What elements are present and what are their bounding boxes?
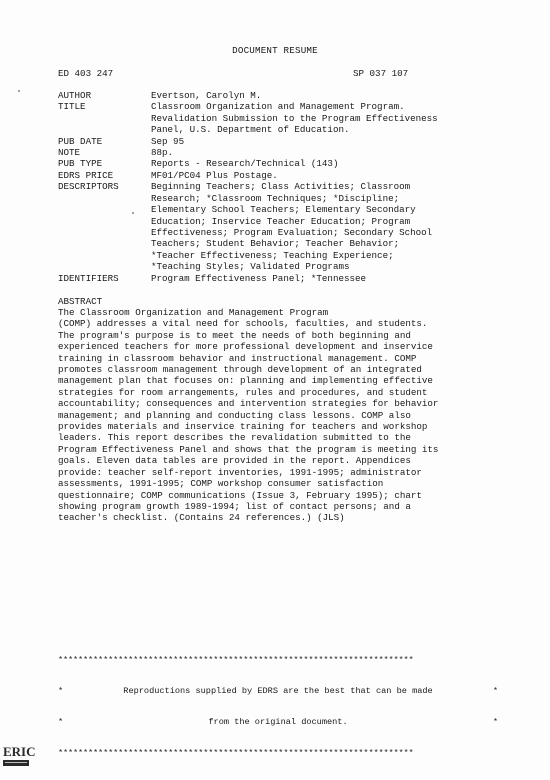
field-label: PUB TYPE xyxy=(58,158,103,170)
eric-logo-text: ERIC xyxy=(3,744,36,759)
notice-side-star: * xyxy=(58,686,64,697)
eric-logo-icon xyxy=(2,740,36,770)
field-pub-type xyxy=(58,158,508,169)
field-value: Program Effectiveness Panel; *Tennessee xyxy=(151,272,367,284)
notice-side-star: * xyxy=(58,717,64,728)
indexing-fields xyxy=(58,170,508,284)
field-label: AUTHOR xyxy=(58,90,92,101)
eric-logo xyxy=(2,740,36,770)
ed-number: ED 403 247 xyxy=(58,68,114,79)
field-label: TITLE xyxy=(58,101,86,113)
notice-side-star: * xyxy=(492,717,498,728)
notice-line-2 xyxy=(58,717,498,727)
field-identifiers xyxy=(58,273,508,284)
document-title: DOCUMENT RESUME xyxy=(232,45,318,56)
field-label: NOTE xyxy=(58,147,81,159)
notice-text-1: Reproductions supplied by EDRS are the best that can be made xyxy=(123,686,433,697)
star-border-top: *********************************************************************** xyxy=(58,654,414,665)
field-author xyxy=(58,90,508,101)
star-border-bottom: *********************************************************************** xyxy=(58,748,414,759)
field-edrs-price xyxy=(58,170,508,181)
scan-speck xyxy=(132,212,134,214)
field-label: PUB DATE xyxy=(58,135,103,147)
notice-text-2: from the original document. xyxy=(208,717,348,728)
field-value: Classroom Organization and Management Program. Revalidation Submission to the Program Effectiveness Panel, U.S. Department of Education. xyxy=(151,101,438,136)
field-label: IDENTIFIERS xyxy=(58,272,119,284)
field-value: 88p. xyxy=(151,147,174,159)
field-label: EDRS PRICE xyxy=(58,170,114,181)
field-note xyxy=(58,147,508,158)
field-value: MF01/PC04 Plus Postage. xyxy=(151,170,278,181)
abstract-heading: ABSTRACT xyxy=(58,296,103,307)
field-title xyxy=(58,101,508,135)
field-value: Sep 95 xyxy=(151,135,185,147)
bibliographic-fields xyxy=(58,90,508,170)
field-value: Reports - Research/Technical (143) xyxy=(151,158,339,170)
reproduction-notice xyxy=(58,634,498,780)
notice-line-1 xyxy=(58,686,498,696)
field-value: Evertson, Carolyn M. xyxy=(151,90,262,101)
field-descriptors xyxy=(58,181,508,272)
field-value: Beginning Teachers; Class Activities; Classroom Research; *Classroom Techniques; *Discipline; Elementary School Teachers; Elementary Secondary Education; Inservice Teacher Education; Program Effectiveness; Program Evaluation; Secondary School Teachers; Student Behavior; Teacher Behavior; *Teacher Effectiveness; Teaching Experience; *Teaching Styles; Validated Programs xyxy=(151,181,433,273)
field-label: DESCRIPTORS xyxy=(58,181,119,193)
scan-speck xyxy=(18,90,20,92)
field-pub-date xyxy=(58,136,508,147)
notice-side-star: * xyxy=(492,686,498,697)
sp-number: SP 037 107 xyxy=(353,68,409,79)
abstract-text: The Classroom Organization and Management Program (COMP) addresses a vital need for schools, faculties, and students. The program's purpose is to meet the needs of both beginning and experienced teachers for more professional development and inservice training in classroom behavior and instructional management. COMP promotes classroom management through development of an integrated management plan that focuses on: planning and implementing effective strategies for room arrangements, rules and procedures, and student accountability; consequences and intervention strategies for behavior management; and planning and conducting class lessons. COMP also provides materials and inservice training for teachers and workshop leaders. This report describes the revalidation submitted to the Program Effectiveness Panel and shows that the program is meeting its goals. Eleven data tables are provided in the report. Appendices provide: teacher self-report inventories, 1991-1995; administrator assessments, 1991-1995; COMP workshop consumer satisfaction questionnaire; COMP communications (Issue 3, February 1995); chart showing program growth 1989-1994; list of contact persons; and a teacher's checklist. (Contains 24 references.) (JLS) xyxy=(58,307,439,524)
